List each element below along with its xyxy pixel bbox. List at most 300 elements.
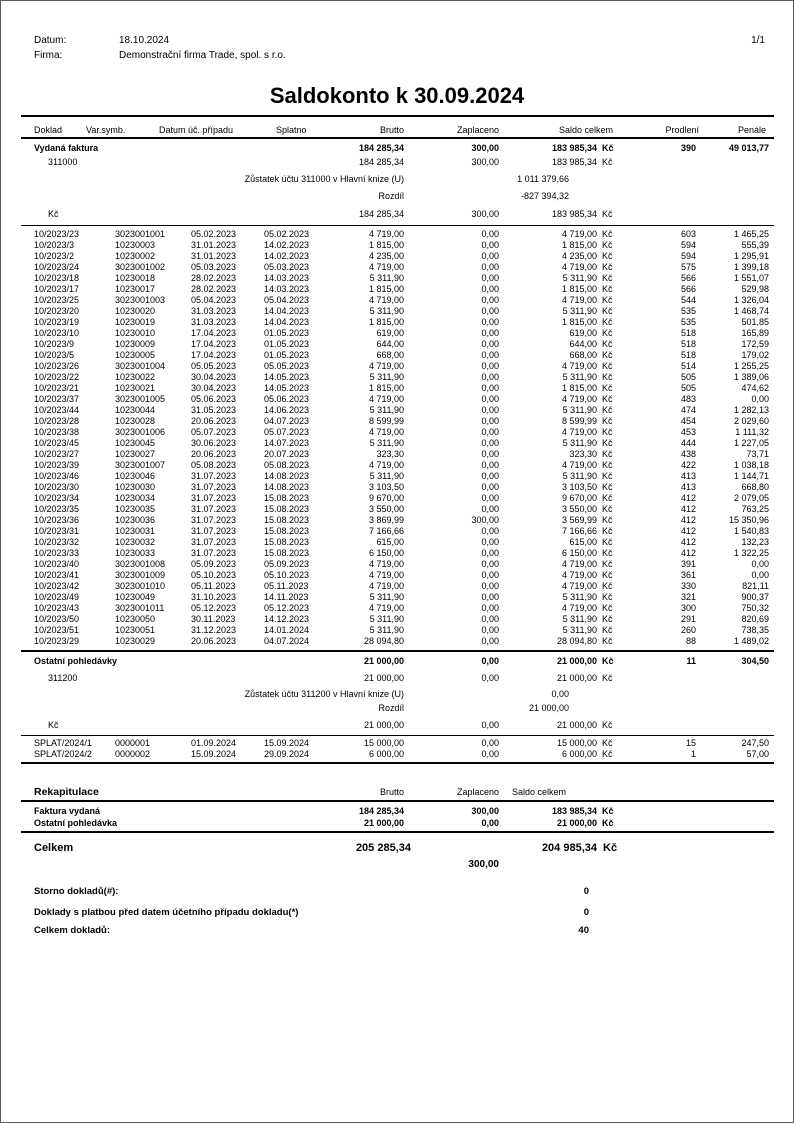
cell-prodleni: 483 bbox=[680, 394, 696, 404]
cell-prodleni: 566 bbox=[680, 273, 696, 283]
section2-name: Ostatní pohledávky bbox=[34, 656, 118, 666]
cell-splatno: 14.02.2023 bbox=[264, 240, 310, 250]
currency-label: Kč bbox=[602, 460, 613, 470]
cell-zaplaceno: 0,00 bbox=[481, 427, 499, 437]
section1-saldo: 183 985,34 bbox=[551, 143, 597, 153]
cell-datum: 17.04.2023 bbox=[191, 339, 237, 349]
account-saldo: 183 985,34 bbox=[551, 157, 597, 167]
recap-col-saldo: Saldo celkem bbox=[512, 787, 567, 797]
cell-prodleni: 88 bbox=[685, 636, 696, 646]
cell-doklad: 10/2023/38 bbox=[34, 427, 80, 437]
col-header-prodleni: Prodlení bbox=[665, 125, 699, 135]
cell-prodleni: 413 bbox=[680, 471, 696, 481]
currency-label: Kč bbox=[602, 493, 613, 503]
grand-total-zaplaceno: 300,00 bbox=[468, 859, 499, 870]
total-docs-label: Celkem dokladů: bbox=[34, 925, 111, 936]
cell-zaplaceno: 0,00 bbox=[481, 295, 499, 305]
currency-label: Kč bbox=[602, 449, 613, 459]
cell-varsymb: 10230022 bbox=[115, 372, 156, 382]
cell-datum: 28.02.2023 bbox=[191, 273, 237, 283]
cell-brutto: 5 311,90 bbox=[369, 592, 404, 602]
cell-saldo: 28 094,80 bbox=[556, 636, 597, 646]
cell-penale: 1 540,83 bbox=[733, 526, 769, 536]
cell-zaplaceno: 0,00 bbox=[481, 416, 499, 426]
footer-row-total-docs bbox=[1, 925, 793, 937]
cell-varsymb: 0000001 bbox=[115, 738, 151, 748]
cell-saldo: 1 815,00 bbox=[561, 383, 597, 393]
cell-splatno: 05.06.2023 bbox=[264, 394, 310, 404]
cell-saldo: 5 311,90 bbox=[562, 614, 597, 624]
recap-row-zaplaceno: 300,00 bbox=[471, 806, 499, 816]
cell-doklad: 10/2023/35 bbox=[34, 504, 80, 514]
recap-title: Rekapitulace bbox=[34, 786, 99, 798]
cell-prodleni: 291 bbox=[680, 614, 696, 624]
cell-saldo: 4 719,00 bbox=[561, 570, 597, 580]
cell-zaplaceno: 0,00 bbox=[481, 328, 499, 338]
grand-total-brutto: 205 285,34 bbox=[355, 842, 411, 854]
cell-splatno: 01.05.2023 bbox=[264, 339, 310, 349]
cell-saldo: 5 311,90 bbox=[562, 372, 597, 382]
cell-penale: 172,59 bbox=[741, 339, 769, 349]
cell-zaplaceno: 0,00 bbox=[481, 262, 499, 272]
cell-penale: 1 322,25 bbox=[733, 548, 769, 558]
currency-row-saldo: 183 985,34 bbox=[551, 209, 597, 219]
cell-prodleni: 412 bbox=[680, 493, 696, 503]
recap-col-zaplaceno: Zaplaceno bbox=[456, 787, 499, 797]
recap-row-label: Ostatní pohledávka bbox=[34, 818, 118, 828]
page-number: 1/1 bbox=[751, 35, 765, 46]
currency-label: Kč bbox=[602, 515, 613, 525]
cell-saldo: 7 166,66 bbox=[561, 526, 597, 536]
cell-datum: 15.09.2024 bbox=[191, 749, 237, 759]
cell-splatno: 05.11.2023 bbox=[264, 581, 309, 591]
cell-penale: 738,35 bbox=[741, 625, 769, 635]
table-row bbox=[1, 614, 793, 625]
cell-prodleni: 412 bbox=[680, 537, 696, 547]
cell-zaplaceno: 0,00 bbox=[481, 460, 499, 470]
cell-varsymb: 10230032 bbox=[115, 537, 156, 547]
section2-summary-row bbox=[1, 655, 793, 667]
table-row bbox=[1, 284, 793, 295]
cell-datum: 31.07.2023 bbox=[191, 504, 237, 514]
cell-zaplaceno: 0,00 bbox=[481, 559, 499, 569]
col-header-zaplaceno: Zaplaceno bbox=[456, 125, 499, 135]
section1-account-row bbox=[1, 156, 793, 168]
cell-doklad: 10/2023/34 bbox=[34, 493, 80, 503]
ledger-balance-value: 1 011 379,66 bbox=[517, 174, 569, 184]
table-row bbox=[1, 240, 793, 251]
cell-varsymb: 10230027 bbox=[115, 449, 156, 459]
grand-total-row bbox=[1, 841, 793, 856]
cell-varsymb: 10230036 bbox=[115, 515, 156, 525]
footer-row-early-payment bbox=[1, 907, 793, 919]
table-row bbox=[1, 460, 793, 471]
cell-datum: 31.07.2023 bbox=[191, 493, 237, 503]
cell-varsymb: 10230003 bbox=[115, 240, 156, 250]
currency-label: Kč bbox=[602, 339, 613, 349]
cell-datum: 20.06.2023 bbox=[191, 636, 237, 646]
table-row bbox=[1, 504, 793, 515]
table-row bbox=[1, 416, 793, 427]
cell-penale: 1 468,74 bbox=[733, 306, 769, 316]
currency-label: Kč bbox=[602, 383, 613, 393]
cell-brutto: 4 719,00 bbox=[368, 361, 404, 371]
cell-penale: 1 399,18 bbox=[733, 262, 769, 272]
currency-label: Kč bbox=[602, 603, 613, 613]
cell-zaplaceno: 0,00 bbox=[481, 273, 499, 283]
currency-label: Kč bbox=[602, 317, 613, 327]
cell-zaplaceno: 0,00 bbox=[481, 350, 499, 360]
cell-prodleni: 1 bbox=[690, 749, 696, 759]
col-header-penale: Penále bbox=[737, 125, 766, 135]
cell-splatno: 01.05.2023 bbox=[264, 350, 310, 360]
cell-varsymb: 3023001001 bbox=[115, 229, 166, 239]
cell-splatno: 05.02.2023 bbox=[264, 229, 310, 239]
section2-difference-row bbox=[1, 702, 793, 714]
currency-label: Kč bbox=[602, 350, 613, 360]
currency-label: Kč bbox=[602, 482, 613, 492]
cell-penale: 15 350,96 bbox=[728, 515, 769, 525]
cell-prodleni: 518 bbox=[680, 328, 696, 338]
cell-penale: 1 111,32 bbox=[735, 427, 769, 437]
divider bbox=[21, 650, 774, 652]
cell-saldo: 4 719,00 bbox=[561, 603, 597, 613]
currency-label: Kč bbox=[602, 405, 613, 415]
cell-prodleni: 474 bbox=[680, 405, 696, 415]
cell-splatno: 14.08.2023 bbox=[264, 471, 310, 481]
cell-saldo: 1 815,00 bbox=[561, 240, 597, 250]
cell-prodleni: 412 bbox=[680, 515, 696, 525]
cell-datum: 31.03.2023 bbox=[191, 317, 237, 327]
cell-doklad: 10/2023/30 bbox=[34, 482, 80, 492]
cell-splatno: 05.08.2023 bbox=[264, 460, 310, 470]
cell-prodleni: 505 bbox=[680, 372, 696, 382]
cell-prodleni: 566 bbox=[680, 284, 696, 294]
cell-zaplaceno: 0,00 bbox=[481, 548, 499, 558]
cell-saldo: 4 719,00 bbox=[561, 394, 597, 404]
cell-varsymb: 10230051 bbox=[115, 625, 156, 635]
storno-label: Storno dokladů(#): bbox=[34, 886, 119, 897]
cell-prodleni: 412 bbox=[680, 526, 696, 536]
cell-brutto: 5 311,90 bbox=[369, 471, 404, 481]
cell-penale: 1 551,07 bbox=[733, 273, 769, 283]
currency-label: Kč bbox=[602, 570, 613, 580]
cell-brutto: 4 235,00 bbox=[368, 251, 404, 261]
cell-doklad: 10/2023/31 bbox=[34, 526, 80, 536]
cell-saldo: 4 235,00 bbox=[561, 251, 597, 261]
cell-datum: 31.07.2023 bbox=[191, 526, 237, 536]
cell-zaplaceno: 0,00 bbox=[481, 749, 499, 759]
currency-label: Kč bbox=[602, 361, 613, 371]
cell-splatno: 14.06.2023 bbox=[264, 405, 310, 415]
cell-splatno: 15.09.2024 bbox=[264, 738, 310, 748]
cell-varsymb: 3023001009 bbox=[115, 570, 166, 580]
cell-splatno: 15.08.2023 bbox=[264, 526, 310, 536]
section2-prodleni: 11 bbox=[686, 656, 696, 666]
cell-doklad: 10/2023/45 bbox=[34, 438, 80, 448]
cell-saldo: 5 311,90 bbox=[562, 471, 597, 481]
cell-zaplaceno: 0,00 bbox=[481, 614, 499, 624]
cell-datum: 31.07.2023 bbox=[191, 537, 237, 547]
section1-penale: 49 013,77 bbox=[728, 143, 769, 153]
recap-row-brutto: 21 000,00 bbox=[363, 818, 404, 828]
cell-datum: 31.03.2023 bbox=[191, 306, 237, 316]
recap-col-brutto: Brutto bbox=[379, 787, 404, 797]
cell-datum: 31.07.2023 bbox=[191, 515, 237, 525]
cell-brutto: 5 311,90 bbox=[369, 614, 404, 624]
cell-varsymb: 3023001004 bbox=[115, 361, 166, 371]
cell-saldo: 4 719,00 bbox=[561, 460, 597, 470]
currency-label: Kč bbox=[602, 229, 613, 239]
cell-splatno: 14.05.2023 bbox=[264, 372, 310, 382]
table-row bbox=[1, 625, 793, 636]
cell-varsymb: 10230035 bbox=[115, 504, 156, 514]
currency-label: Kč bbox=[602, 295, 613, 305]
table-row bbox=[1, 570, 793, 581]
cell-brutto: 3 103,50 bbox=[368, 482, 404, 492]
cell-brutto: 6 000,00 bbox=[368, 749, 404, 759]
table-row bbox=[1, 515, 793, 526]
cell-zaplaceno: 0,00 bbox=[481, 394, 499, 404]
cell-zaplaceno: 0,00 bbox=[481, 603, 499, 613]
account-brutto: 21 000,00 bbox=[363, 673, 404, 683]
cell-penale: 0,00 bbox=[751, 559, 769, 569]
cell-saldo: 15 000,00 bbox=[556, 738, 597, 748]
section2-saldo: 21 000,00 bbox=[556, 656, 597, 666]
cell-penale: 555,39 bbox=[741, 240, 769, 250]
cell-prodleni: 321 bbox=[680, 592, 696, 602]
currency-label: Kč bbox=[602, 284, 613, 294]
cell-doklad: 10/2023/21 bbox=[34, 383, 80, 393]
cell-penale: 1 295,91 bbox=[733, 251, 769, 261]
ledger-balance-value: 0,00 bbox=[551, 689, 569, 699]
cell-splatno: 05.10.2023 bbox=[264, 570, 310, 580]
cell-saldo: 3 550,00 bbox=[561, 504, 597, 514]
divider bbox=[21, 225, 774, 226]
cell-datum: 31.05.2023 bbox=[191, 405, 237, 415]
currency-label: Kč bbox=[602, 592, 613, 602]
account-number: 311200 bbox=[48, 673, 78, 683]
cell-datum: 05.08.2023 bbox=[191, 460, 237, 470]
cell-penale: 165,89 bbox=[741, 328, 769, 338]
cell-datum: 31.01.2023 bbox=[191, 251, 237, 261]
cell-splatno: 05.12.2023 bbox=[264, 603, 310, 613]
currency-label: Kč bbox=[603, 842, 618, 854]
cell-varsymb: 3023001008 bbox=[115, 559, 166, 569]
cell-splatno: 15.08.2023 bbox=[264, 493, 310, 503]
cell-zaplaceno: 0,00 bbox=[481, 339, 499, 349]
table-row bbox=[1, 306, 793, 317]
cell-varsymb: 10230029 bbox=[115, 636, 156, 646]
cell-splatno: 15.08.2023 bbox=[264, 537, 310, 547]
cell-doklad: 10/2023/27 bbox=[34, 449, 80, 459]
cell-varsymb: 10230020 bbox=[115, 306, 156, 316]
cell-varsymb: 10230028 bbox=[115, 416, 156, 426]
section1-currency-total-row bbox=[1, 208, 793, 220]
cell-varsymb: 10230030 bbox=[115, 482, 156, 492]
cell-prodleni: 505 bbox=[680, 383, 696, 393]
section2-brutto: 21 000,00 bbox=[363, 656, 404, 666]
cell-saldo: 5 311,90 bbox=[562, 592, 597, 602]
table-row bbox=[1, 251, 793, 262]
table-row bbox=[1, 636, 793, 647]
cell-datum: 05.06.2023 bbox=[191, 394, 237, 404]
currency-label: Kč bbox=[602, 656, 614, 666]
cell-brutto: 3 550,00 bbox=[368, 504, 404, 514]
cell-penale: 529,98 bbox=[741, 284, 769, 294]
section1-zaplaceno: 300,00 bbox=[471, 143, 499, 153]
cell-brutto: 5 311,90 bbox=[369, 405, 404, 415]
cell-penale: 668,80 bbox=[741, 482, 769, 492]
cell-zaplaceno: 0,00 bbox=[481, 581, 499, 591]
cell-penale: 2 079,05 bbox=[733, 493, 769, 503]
cell-zaplaceno: 0,00 bbox=[481, 372, 499, 382]
currency-label: Kč bbox=[602, 614, 613, 624]
cell-brutto: 4 719,00 bbox=[368, 559, 404, 569]
cell-varsymb: 10230019 bbox=[115, 317, 156, 327]
currency-row-brutto: 184 285,34 bbox=[358, 209, 404, 219]
cell-prodleni: 413 bbox=[680, 482, 696, 492]
currency-row-zaplaceno: 0,00 bbox=[481, 720, 499, 730]
cell-doklad: 10/2023/28 bbox=[34, 416, 80, 426]
cell-brutto: 28 094,80 bbox=[363, 636, 404, 646]
cell-splatno: 14.03.2023 bbox=[264, 273, 310, 283]
currency-label: Kč bbox=[602, 416, 613, 426]
currency-label: Kč bbox=[602, 394, 613, 404]
currency-row-saldo: 21 000,00 bbox=[556, 720, 597, 730]
cell-brutto: 9 670,00 bbox=[368, 493, 404, 503]
section2-account-row bbox=[1, 672, 793, 684]
table-row bbox=[1, 559, 793, 570]
cell-doklad: 10/2023/19 bbox=[34, 317, 80, 327]
cell-datum: 20.06.2023 bbox=[191, 416, 237, 426]
cell-varsymb: 10230033 bbox=[115, 548, 156, 558]
cell-varsymb: 10230021 bbox=[115, 383, 156, 393]
cell-penale: 501,85 bbox=[741, 317, 769, 327]
cell-doklad: 10/2023/44 bbox=[34, 405, 80, 415]
currency-row-zaplaceno: 300,00 bbox=[471, 209, 499, 219]
cell-penale: 1 227,05 bbox=[733, 438, 769, 448]
table-row bbox=[1, 603, 793, 614]
currency-label: Kč bbox=[602, 251, 613, 261]
cell-zaplaceno: 0,00 bbox=[481, 526, 499, 536]
table-row bbox=[1, 361, 793, 372]
cell-prodleni: 535 bbox=[680, 317, 696, 327]
cell-zaplaceno: 0,00 bbox=[481, 306, 499, 316]
currency-label: Kč bbox=[602, 581, 613, 591]
currency-label: Kč bbox=[602, 240, 613, 250]
table-row bbox=[1, 229, 793, 240]
cell-splatno: 05.04.2023 bbox=[264, 295, 310, 305]
table-row bbox=[1, 526, 793, 537]
cell-saldo: 4 719,00 bbox=[561, 361, 597, 371]
table-row bbox=[1, 482, 793, 493]
cell-brutto: 15 000,00 bbox=[363, 738, 404, 748]
cell-datum: 05.09.2023 bbox=[191, 559, 237, 569]
cell-zaplaceno: 0,00 bbox=[481, 229, 499, 239]
cell-datum: 05.02.2023 bbox=[191, 229, 237, 239]
cell-splatno: 14.07.2023 bbox=[264, 438, 310, 448]
currency-label: Kč bbox=[602, 273, 613, 283]
section2-currency-total-row bbox=[1, 719, 793, 731]
cell-varsymb: 10230050 bbox=[115, 614, 156, 624]
cell-penale: 57,00 bbox=[746, 749, 769, 759]
difference-value: -827 394,32 bbox=[520, 191, 569, 201]
account-brutto: 184 285,34 bbox=[358, 157, 404, 167]
divider bbox=[21, 831, 774, 833]
cell-brutto: 8 599,99 bbox=[368, 416, 404, 426]
cell-datum: 05.12.2023 bbox=[191, 603, 237, 613]
section1-difference-row bbox=[1, 190, 793, 202]
cell-varsymb: 10230046 bbox=[115, 471, 156, 481]
cell-brutto: 323,30 bbox=[376, 449, 404, 459]
cell-saldo: 1 815,00 bbox=[561, 284, 597, 294]
cell-doklad: 10/2023/42 bbox=[34, 581, 80, 591]
cell-prodleni: 412 bbox=[680, 548, 696, 558]
cell-varsymb: 10230005 bbox=[115, 350, 156, 360]
cell-doklad: 10/2023/5 bbox=[34, 350, 75, 360]
cell-doklad: 10/2023/20 bbox=[34, 306, 80, 316]
cell-datum: 17.04.2023 bbox=[191, 350, 237, 360]
cell-penale: 1 255,25 bbox=[733, 361, 769, 371]
cell-doklad: SPLAT/2024/2 bbox=[34, 749, 92, 759]
cell-saldo: 6 000,00 bbox=[561, 749, 597, 759]
invoice-rows bbox=[1, 229, 793, 647]
cell-zaplaceno: 0,00 bbox=[481, 504, 499, 514]
grand-total-paid-row bbox=[1, 859, 793, 871]
cell-doklad: 10/2023/32 bbox=[34, 537, 80, 547]
currency-label: Kč bbox=[602, 559, 613, 569]
currency-label: Kč bbox=[602, 143, 614, 153]
difference-label: Rozdíl bbox=[378, 703, 404, 713]
cell-splatno: 14.11.2023 bbox=[264, 592, 309, 602]
cell-brutto: 6 150,00 bbox=[368, 548, 404, 558]
cell-prodleni: 15 bbox=[685, 738, 696, 748]
currency-label: Kč bbox=[602, 636, 613, 646]
currency-row-label: Kč bbox=[48, 209, 59, 219]
footer-row-storno bbox=[1, 886, 793, 898]
table-row bbox=[1, 383, 793, 394]
cell-datum: 05.03.2023 bbox=[191, 262, 237, 272]
cell-splatno: 29.09.2024 bbox=[264, 749, 310, 759]
cell-prodleni: 391 bbox=[680, 559, 696, 569]
col-header-splatno: Splatno bbox=[276, 125, 307, 135]
section1-brutto: 184 285,34 bbox=[358, 143, 404, 153]
table-row bbox=[1, 592, 793, 603]
cell-prodleni: 438 bbox=[680, 449, 696, 459]
company-value: Demonstrační firma Trade, spol. s r.o. bbox=[119, 50, 286, 61]
divider bbox=[21, 762, 774, 764]
cell-saldo: 4 719,00 bbox=[561, 229, 597, 239]
cell-brutto: 4 719,00 bbox=[368, 427, 404, 437]
cell-zaplaceno: 0,00 bbox=[481, 240, 499, 250]
currency-label: Kč bbox=[602, 738, 613, 748]
cell-varsymb: 10230009 bbox=[115, 339, 156, 349]
cell-splatno: 05.07.2023 bbox=[264, 427, 310, 437]
grand-total-saldo: 204 985,34 bbox=[541, 842, 597, 854]
cell-prodleni: 518 bbox=[680, 350, 696, 360]
cell-datum: 05.11.2023 bbox=[191, 581, 236, 591]
currency-label: Kč bbox=[602, 427, 613, 437]
cell-penale: 1 465,25 bbox=[733, 229, 769, 239]
account-zaplaceno: 0,00 bbox=[481, 673, 499, 683]
cell-datum: 30.11.2023 bbox=[191, 614, 236, 624]
cell-datum: 30.04.2023 bbox=[191, 372, 237, 382]
cell-penale: 0,00 bbox=[751, 394, 769, 404]
cell-penale: 750,32 bbox=[741, 603, 769, 613]
cell-zaplaceno: 0,00 bbox=[481, 405, 499, 415]
cell-varsymb: 3023001006 bbox=[115, 427, 166, 437]
